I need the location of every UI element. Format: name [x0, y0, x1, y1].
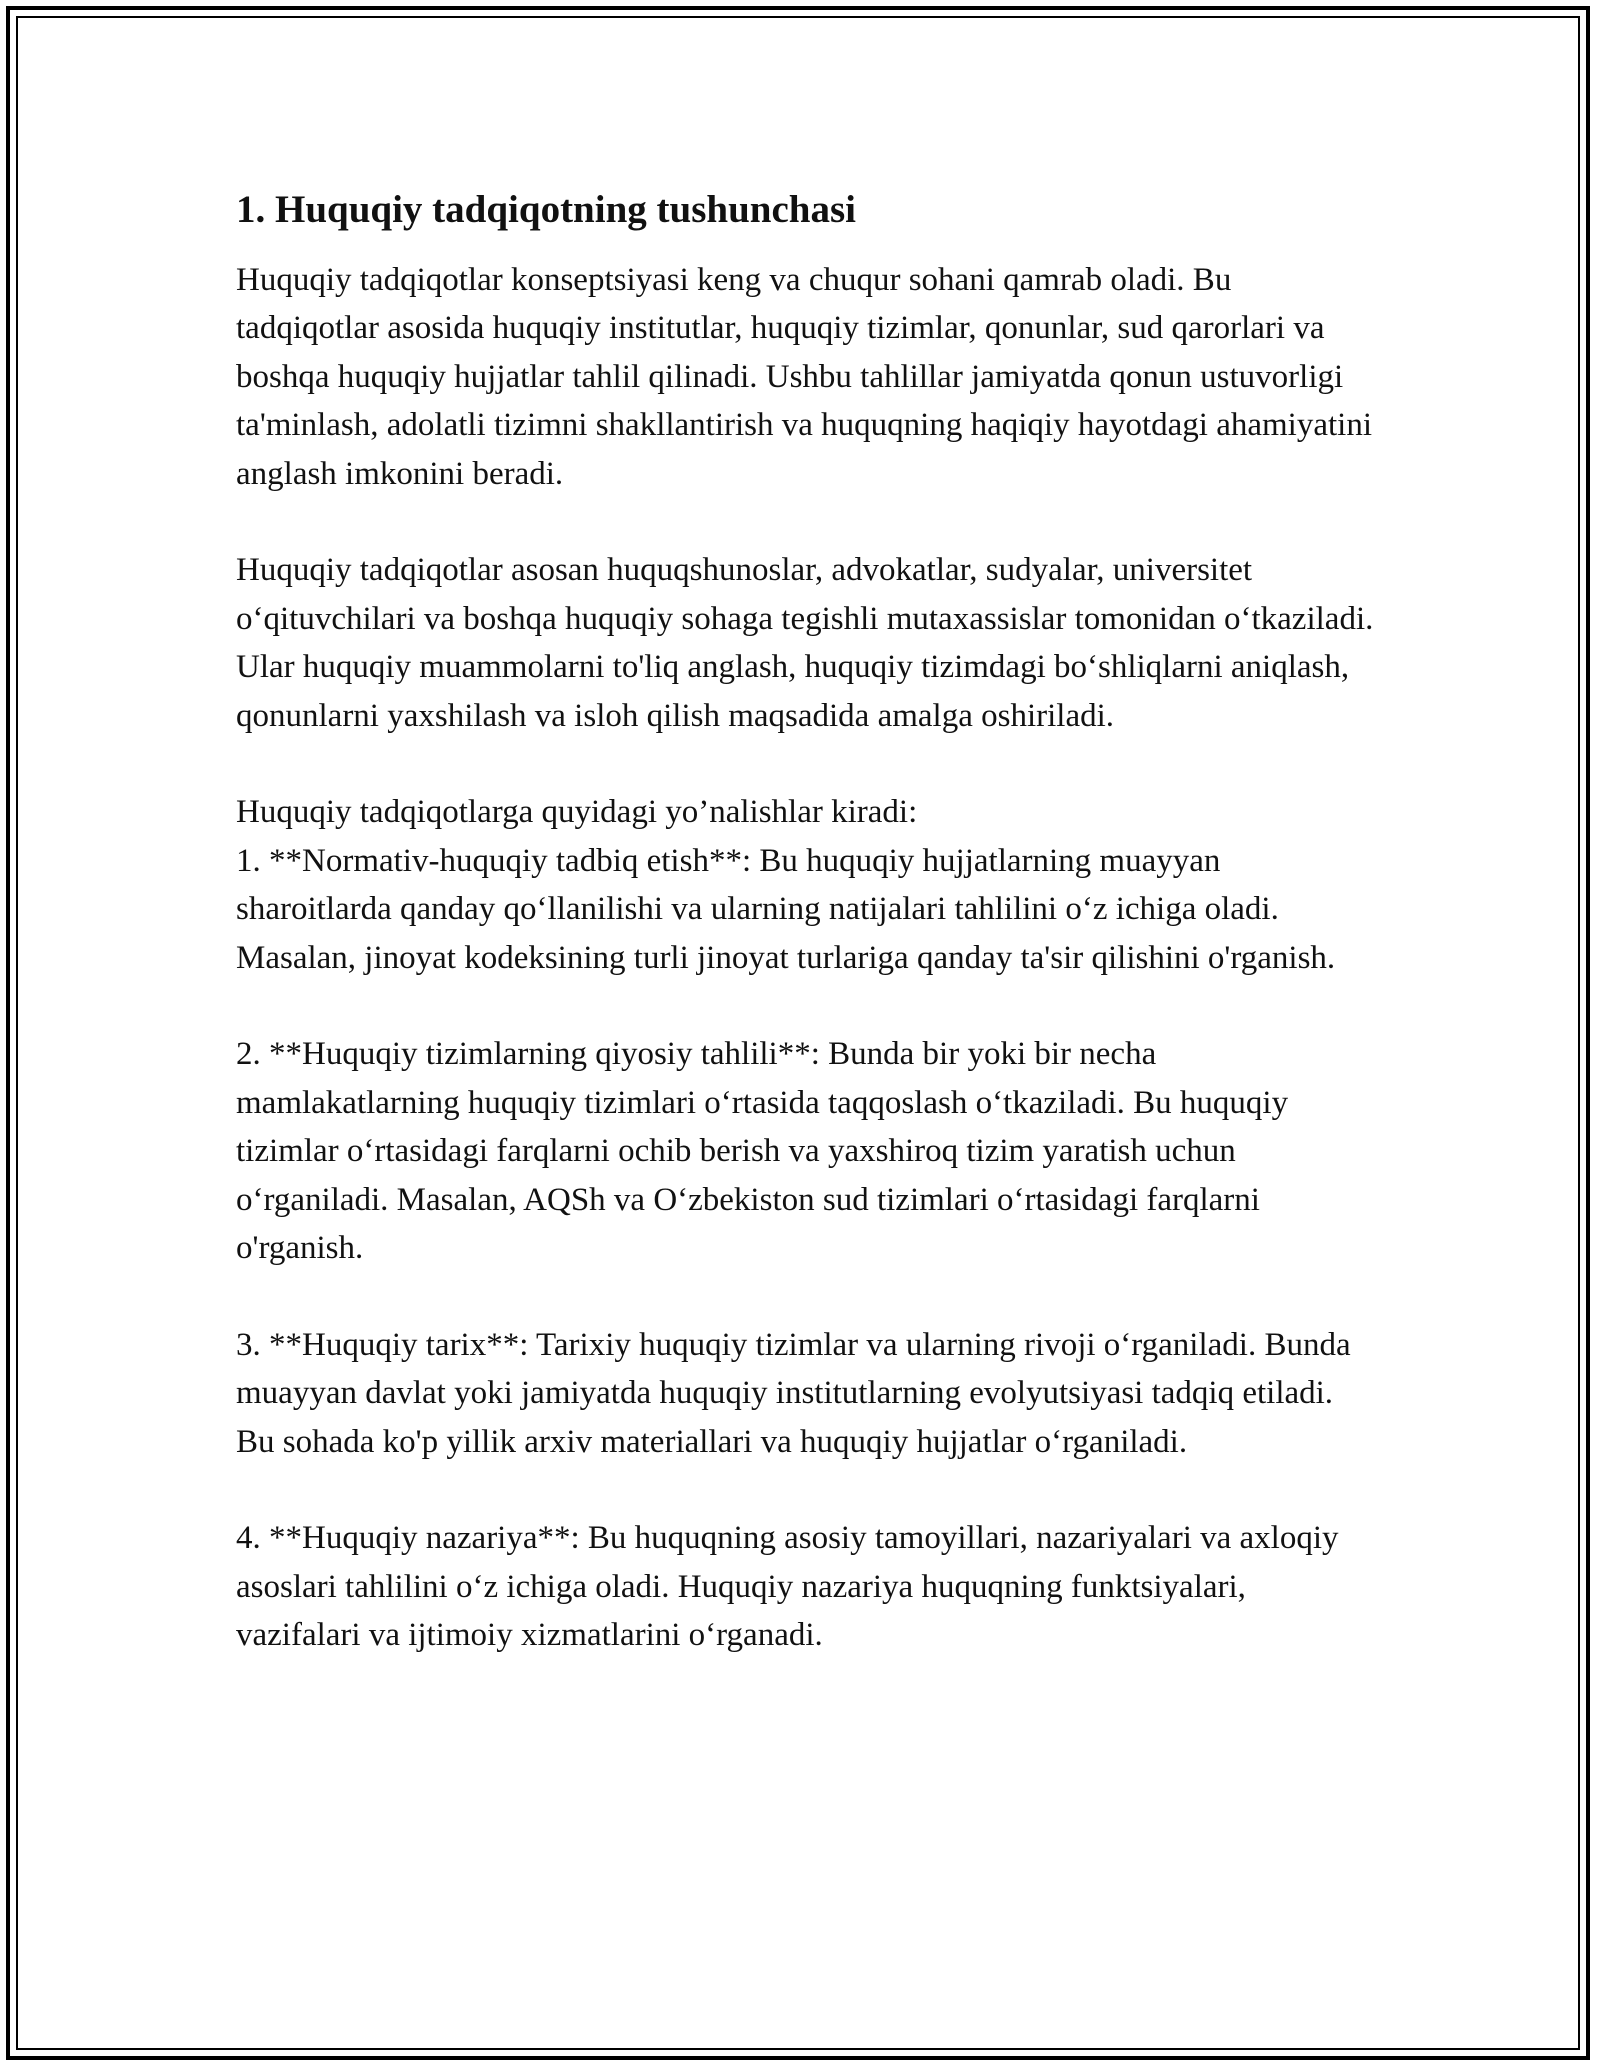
- list-item-comparative: 2. **Huquqiy tizimlarning qiyosiy tahlili**: Bunda bir yoki bir necha mamlakatlarning huquqiy tizimlari o‘rtasida taqqoslash o‘tkaziladi. Bu huquqiy tizimlar o‘rtasidagi farqlarni ochib berish va yaxshiroq tizim yaratish uchun o‘rganiladi. Masalan, AQSh va O‘zbekiston sud tizimlari o‘rtasidagi farqlarni o'rganish.: [236, 1036, 1289, 1267]
- list-item-history: 3. **Huquqiy tarix**: Tarixiy huquqiy tizimlar va ularning rivoji o‘rganiladi. Bunda muayyan davlat yoki jamiyatda huquqiy institutlarning evolyutsiyasi tadqiq etiladi. Bu sohada ko'p yillik arxiv materiallari va huquqiy hujjatlar o‘rganiladi.: [236, 1326, 1351, 1460]
- list-intro: Huquqiy tadqiqotlarga quyidagi yo’nalishlar kiradi:: [236, 794, 918, 831]
- paragraph-concept: Huquqiy tadqiqotlar konseptsiyasi keng va chuqur sohani qamrab oladi. Bu tadqiqotlar asosida huquqiy institutlar, huquqiy tizimlar, qonunlar, sud qarorlari va boshqa huquqiy hujjatlar tahlil qilinadi. Ushbu tahlillar jamiyatda qonun ustuvorligi ta'minlash, adolatli tizimni shakllantirish va huquqning haqiqiy hayotdagi ahamiyatini anglash imkonini beradi.: [236, 262, 1372, 492]
- list-item-normative: 1. **Normativ-huquqiy tadbiq etish**: Bu huquqiy hujjatlarning muayyan sharoitlarda qanday qo‘llanilishi va ularning natijalari tahlilini o‘z ichiga oladi. Masalan, jinoyat kodeksining turli jinoyat turlariga qanday ta'sir qilishini o'rganish.: [236, 842, 1336, 976]
- list-item-theory: 4. **Huquqiy nazariya**: Bu huquqning asosiy tamoyillari, nazariyalari va axloqiy asoslari tahlilini o‘z ichiga oladi. Huquqiy nazariya huquqning funktsiyalari, vazifalari va ijtimoiy xizmatlarini o‘rganadi.: [236, 1520, 1339, 1654]
- section-heading: 1. Huquqiy tadqiqotning tushunchasi: [236, 188, 856, 231]
- document-body: [236, 186, 1376, 1660]
- paragraph-researchers: Huquqiy tadqiqotlar asosan huquqshunoslar, advokatlar, sudyalar, universitet o‘qituvchilari va boshqa huquqiy sohaga tegishli mutaxassislar tomonidan o‘tkaziladi. Ular huquqiy muammolarni to'liq anglash, huquqiy tizimdagi bo‘shliqlarni aniqlash, qonunlarni yaxshilash va isloh qilish maqsadida amalga oshiriladi.: [236, 552, 1374, 734]
